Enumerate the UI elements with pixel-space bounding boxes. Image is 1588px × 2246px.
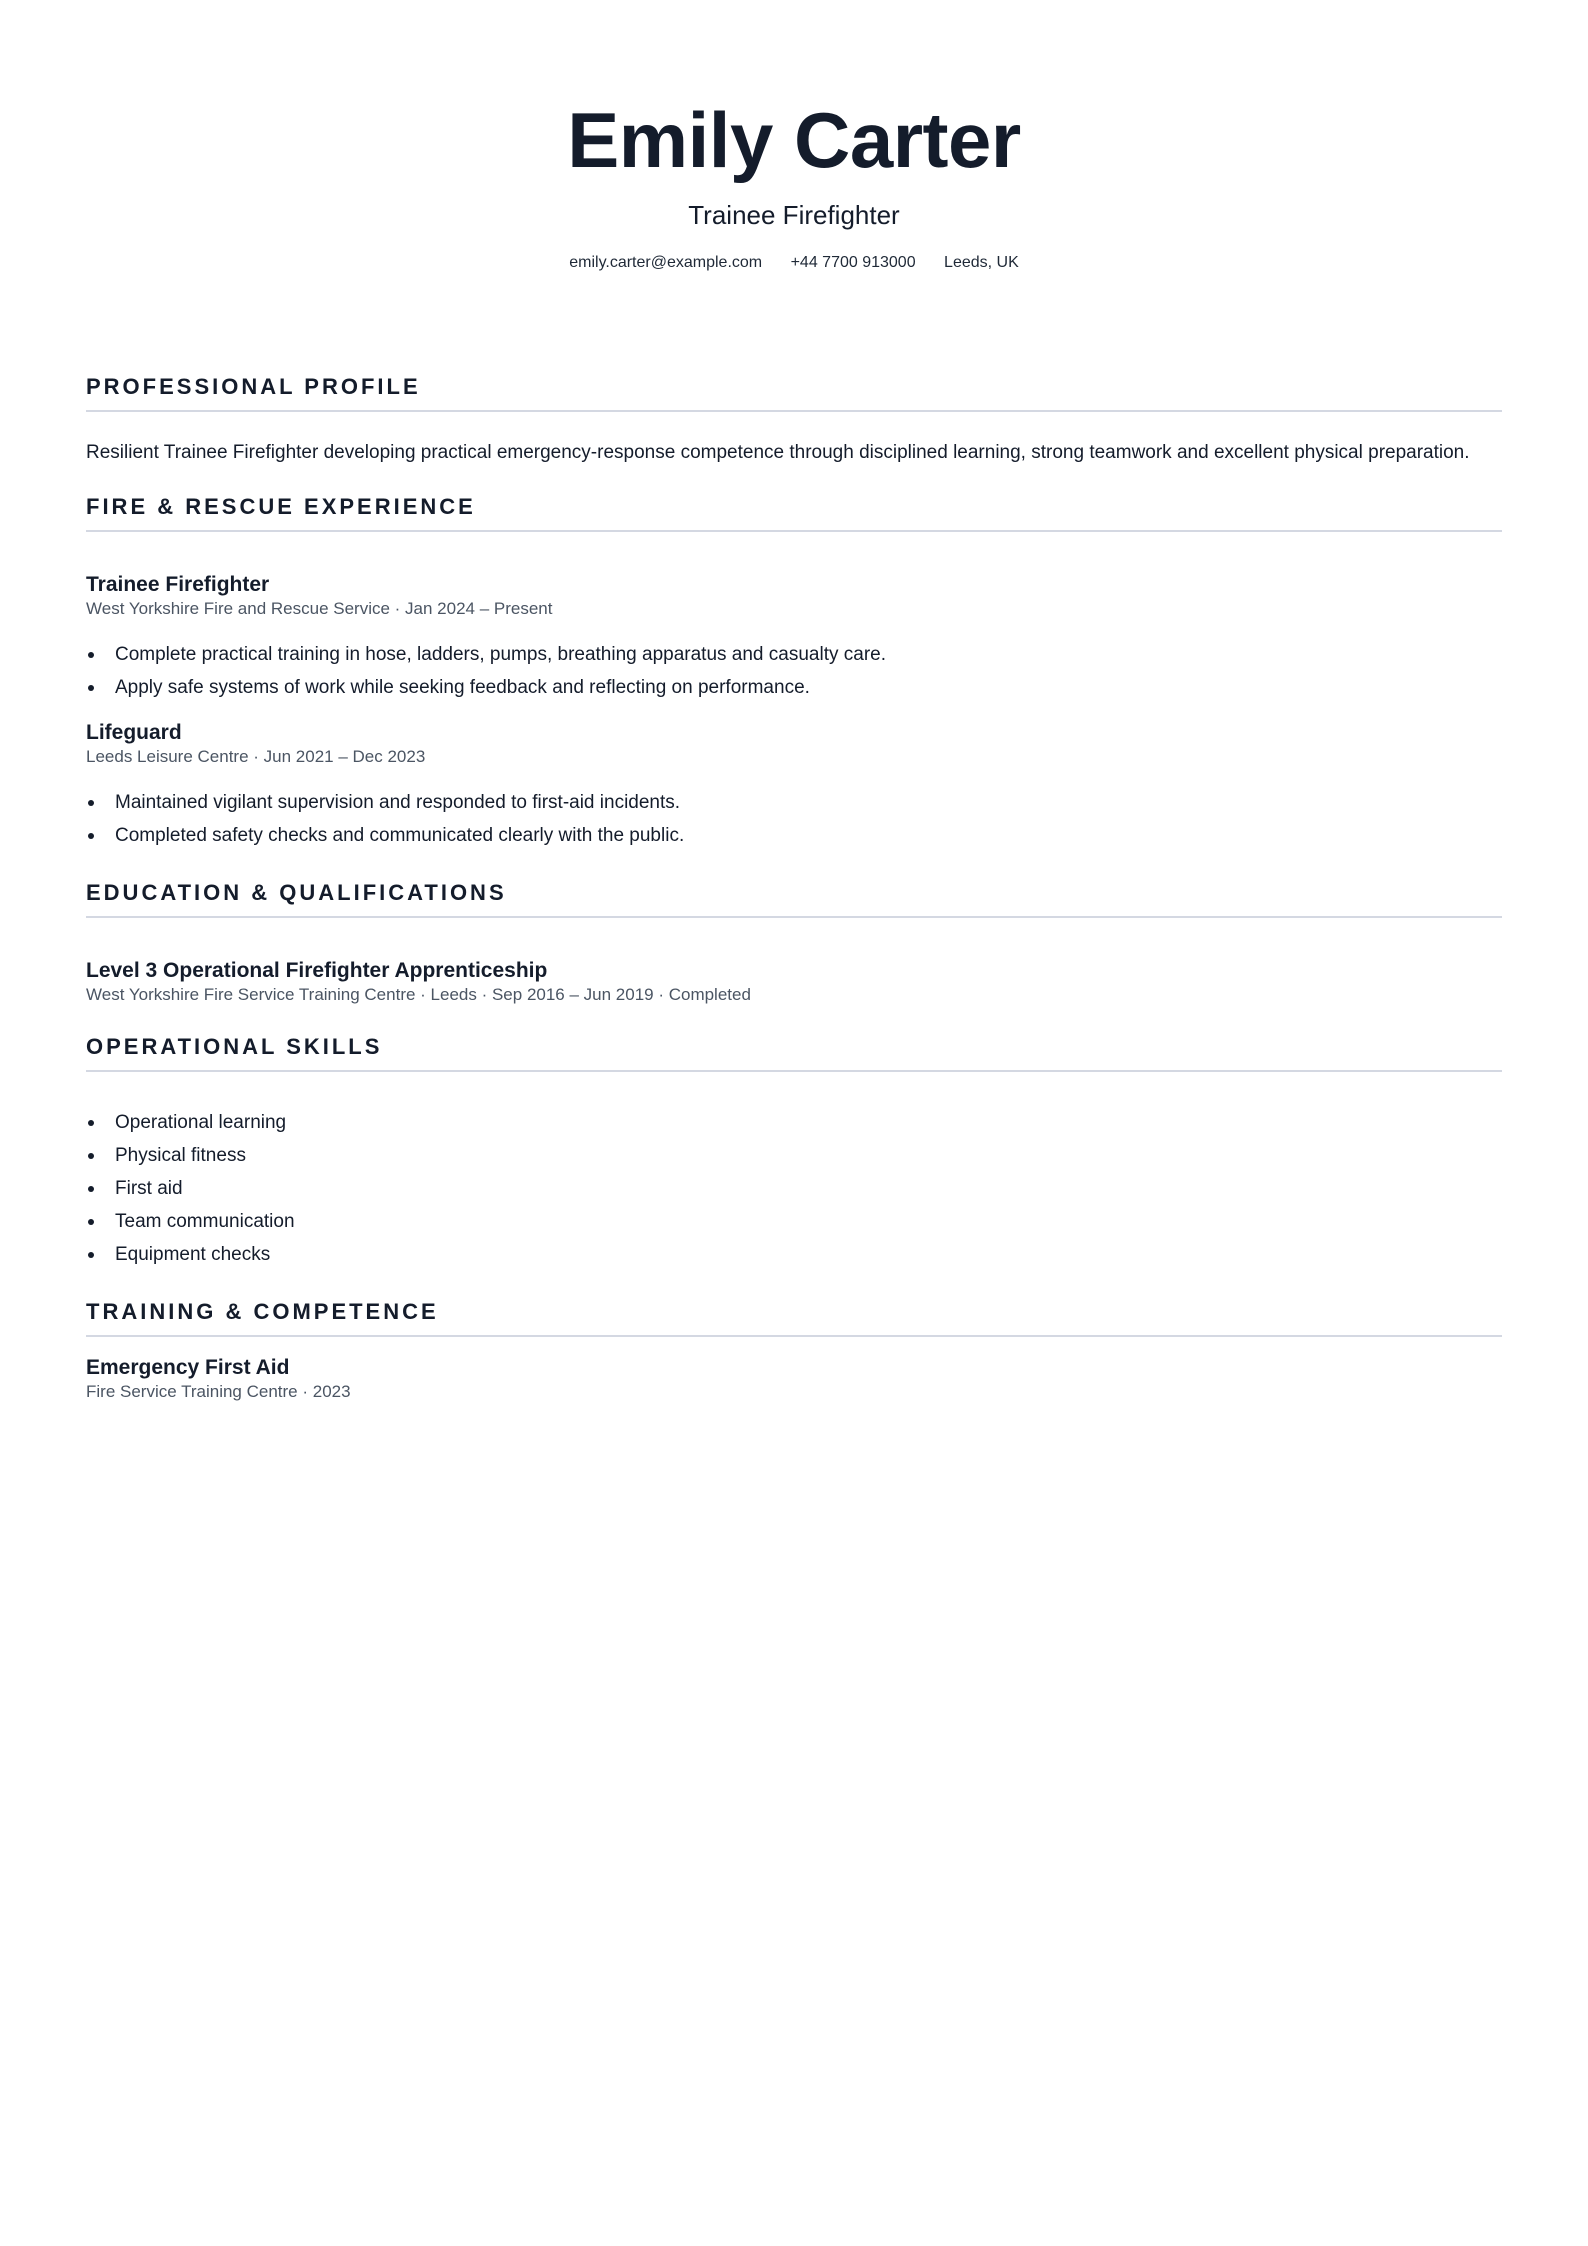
qualification-meta: West Yorkshire Fire Service Training Centre · Leeds · Sep 2016 – Jun 2019 · Completed — [86, 985, 751, 1004]
training-title: Emergency First Aid — [86, 1356, 290, 1379]
section-heading-training: TRAINING & COMPETENCE — [86, 1299, 1502, 1337]
education-entry — [86, 958, 1502, 1006]
job-bullet: Completed safety checks and communicated clearly with the public. — [86, 819, 1502, 852]
job-bullets — [86, 786, 1502, 852]
skill-item: Physical fitness — [86, 1139, 1502, 1172]
section-education — [86, 880, 1502, 1006]
section-experience — [86, 494, 1502, 852]
contact-phone: +44 7700 913000 — [790, 254, 916, 271]
candidate-name: Emily Carter — [567, 96, 1021, 184]
section-heading-skills: OPERATIONAL SKILLS — [86, 1034, 1502, 1072]
skill-item: Equipment checks — [86, 1238, 1502, 1271]
job-meta: Leeds Leisure Centre · Jun 2021 – Dec 2023 — [86, 747, 426, 766]
section-heading-profile: PROFESSIONAL PROFILE — [86, 374, 1502, 412]
contact-line — [86, 252, 1502, 274]
job-entry — [86, 572, 1502, 704]
job-title: Lifeguard — [86, 721, 182, 744]
job-entry — [86, 720, 1502, 852]
section-heading-education: EDUCATION & QUALIFICATIONS — [86, 880, 1502, 918]
skills-list — [86, 1106, 1502, 1271]
qualification-title: Level 3 Operational Firefighter Apprenticeship — [86, 959, 548, 982]
training-meta: Fire Service Training Centre · 2023 — [86, 1382, 351, 1401]
skill-item: Team communication — [86, 1205, 1502, 1238]
section-profile — [86, 374, 1502, 466]
profile-summary: Resilient Trainee Firefighter developing practical emergency-response competence through disciplined learning, strong teamwork and excellent physical preparation. — [86, 442, 1470, 463]
contact-location: Leeds, UK — [944, 254, 1019, 271]
job-title: Trainee Firefighter — [86, 573, 270, 596]
job-meta: West Yorkshire Fire and Rescue Service · Jan 2024 – Present — [86, 599, 553, 618]
job-bullet: Maintained vigilant supervision and responded to first-aid incidents. — [86, 786, 1502, 819]
job-bullets — [86, 638, 1502, 704]
job-bullet: Complete practical training in hose, ladders, pumps, breathing apparatus and casualty care. — [86, 638, 1502, 671]
skill-item: First aid — [86, 1172, 1502, 1205]
section-heading-experience: FIRE & RESCUE EXPERIENCE — [86, 494, 1502, 532]
contact-email: emily.carter@example.com — [569, 254, 763, 271]
section-training — [86, 1299, 1502, 1403]
section-skills — [86, 1034, 1502, 1271]
candidate-title: Trainee Firefighter — [688, 200, 900, 230]
skill-item: Operational learning — [86, 1106, 1502, 1139]
resume-header — [86, 0, 1502, 274]
training-entry — [86, 1355, 1502, 1403]
job-bullet: Apply safe systems of work while seeking feedback and reflecting on performance. — [86, 671, 1502, 704]
